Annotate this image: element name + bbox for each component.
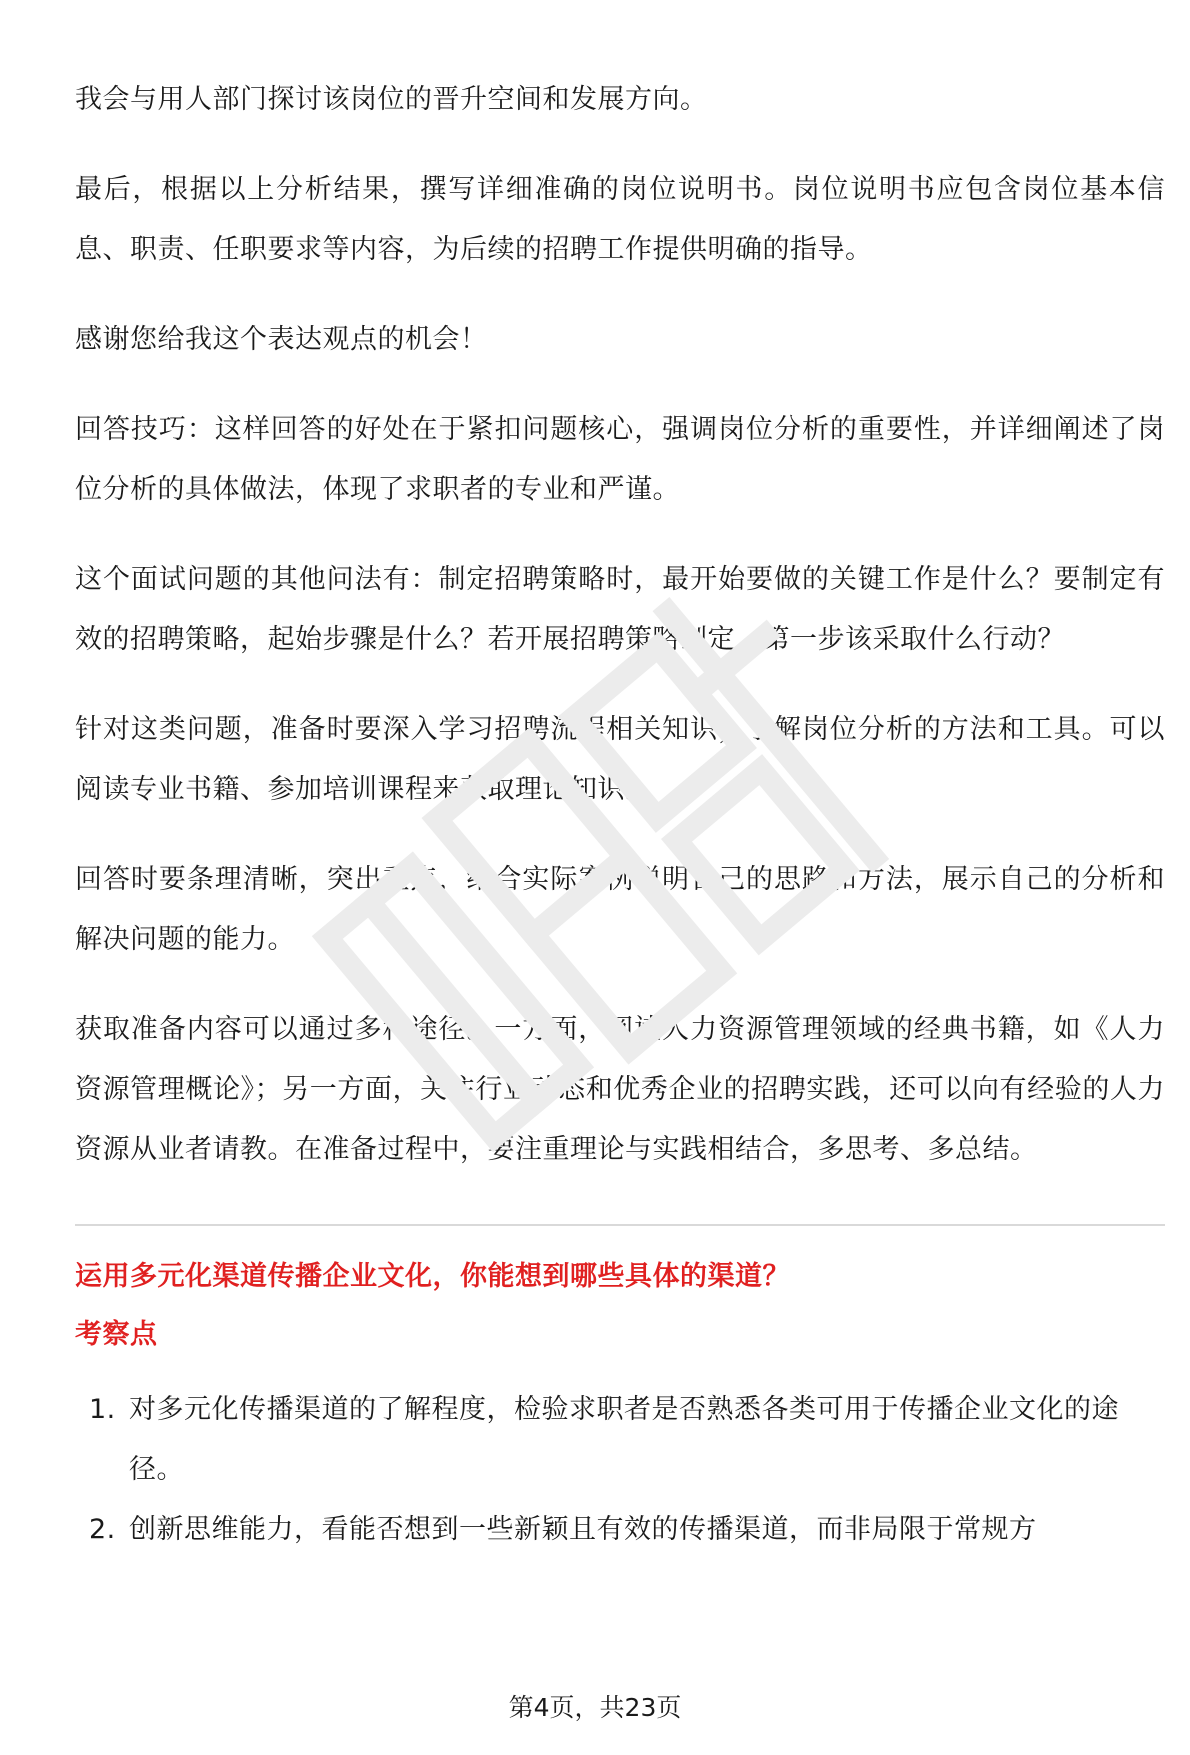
paragraph: 我会与用人部门探讨该岗位的晋升空间和发展方向。	[75, 84, 708, 115]
assessment-list	[75, 1380, 1165, 1560]
paragraph: 回答技巧：这样回答的好处在于紧扣问题核心，强调岗位分析的重要性，并详细阐述了岗位分析的具体做法，体现了求职者的专业和严谨。	[75, 414, 1165, 505]
document-body	[75, 70, 1165, 1560]
page-footer: 第4页，共23页	[508, 1693, 682, 1722]
list-number: 2.	[89, 1514, 116, 1545]
section-divider	[75, 1224, 1165, 1226]
list-item	[75, 1380, 1165, 1500]
paragraph: 这个面试问题的其他问法有：制定招聘策略时，最开始要做的关键工作是什么？要制定有效的招聘策略，起始步骤是什么？若开展招聘策略制定，第一步该采取什么行动？	[75, 564, 1165, 655]
list-item-text: 对多元化传播渠道的了解程度，检验求职者是否熟悉各类可用于传播企业文化的途径。	[129, 1394, 1119, 1485]
section-title: 考察点	[75, 1319, 158, 1350]
paragraph: 回答时要条理清晰，突出重点，结合实际案例说明自己的思路和方法，展示自己的分析和解决问题的能力。	[75, 864, 1165, 955]
paragraph: 针对这类问题，准备时要深入学习招聘流程相关知识，了解岗位分析的方法和工具。可以阅读专业书籍、参加培训课程来获取理论知识。	[75, 714, 1165, 805]
question-heading: 运用多元化渠道传播企业文化，你能想到哪些具体的渠道？	[75, 1261, 790, 1292]
list-item-text: 创新思维能力，看能否想到一些新颖且有效的传播渠道，而非局限于常规方	[129, 1514, 1037, 1545]
paragraph: 获取准备内容可以通过多种途径。一方面，阅读人力资源管理领域的经典书籍，如《人力资源管理概论》；另一方面，关注行业动态和优秀企业的招聘实践，还可以向有经验的人力资源从业者请教。在准备过程中，要注重理论与实践相结合，多思考、多总结。	[75, 1014, 1165, 1165]
paragraph: 感谢您给我这个表达观点的机会！	[75, 324, 488, 355]
list-item	[75, 1500, 1165, 1560]
paragraph: 最后，根据以上分析结果，撰写详细准确的岗位说明书。岗位说明书应包含岗位基本信息、职责、任职要求等内容，为后续的招聘工作提供明确的指导。	[75, 174, 1165, 265]
list-number: 1.	[89, 1394, 116, 1425]
